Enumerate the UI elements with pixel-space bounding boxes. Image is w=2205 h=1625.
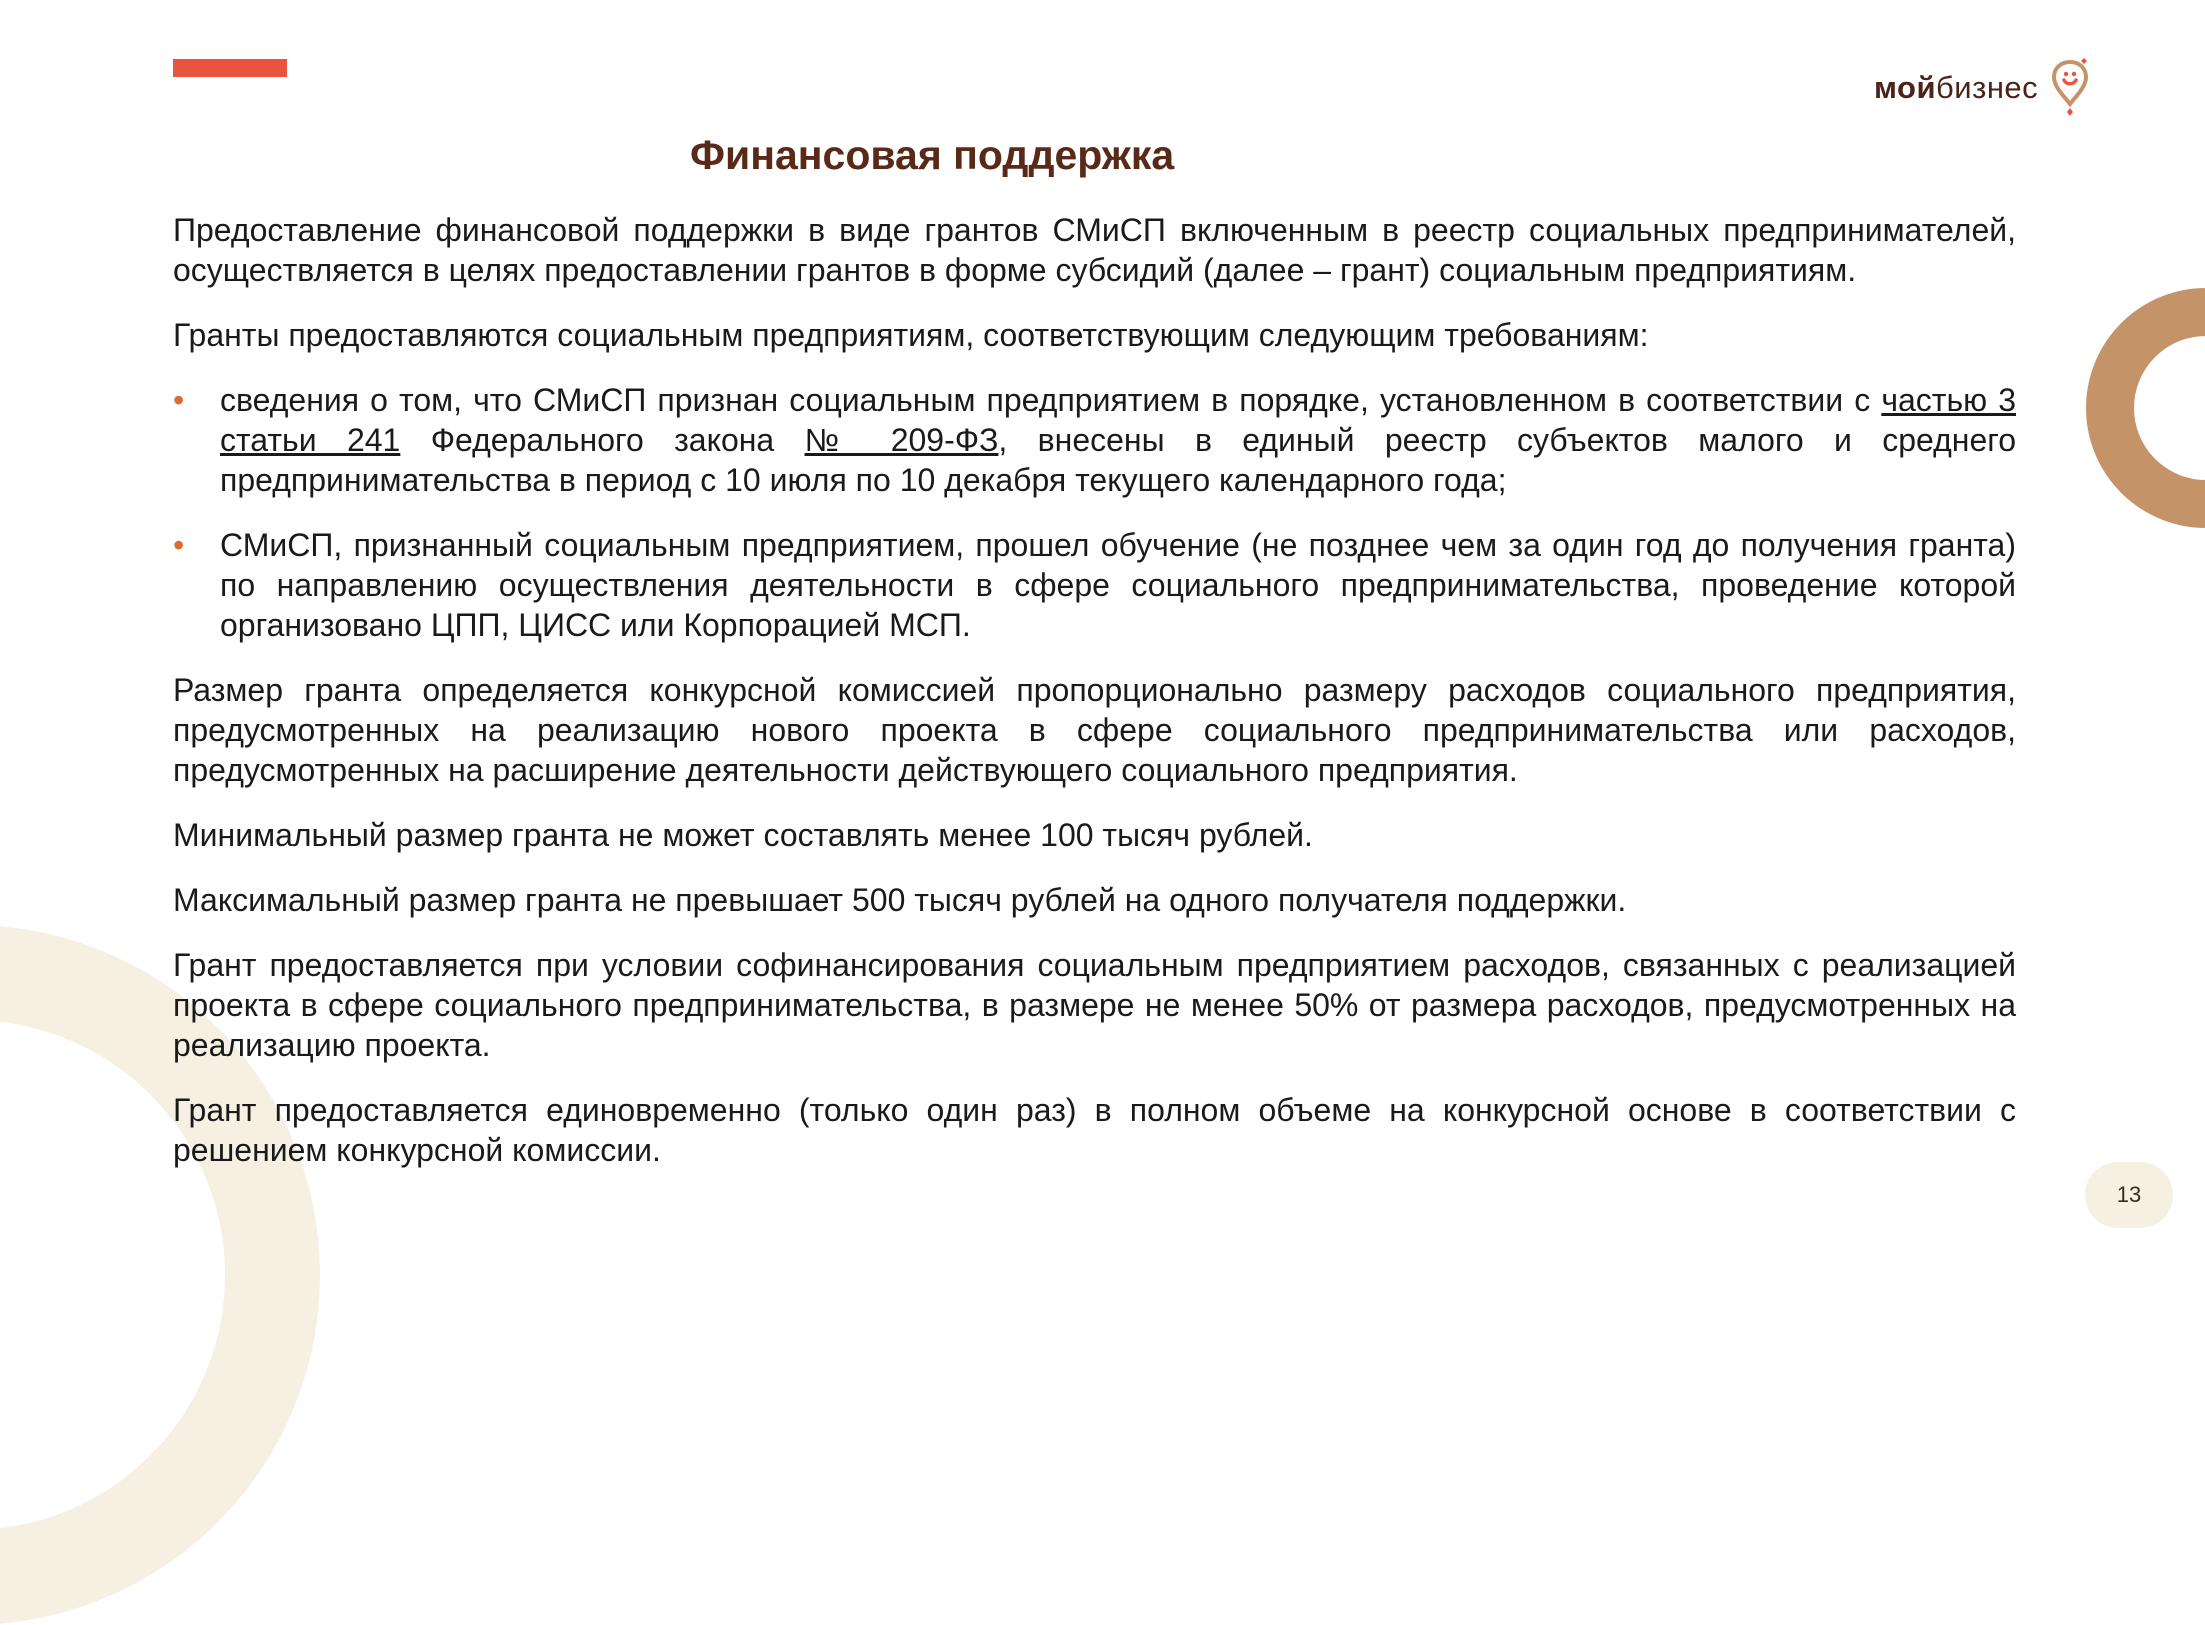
paragraph-max-grant: Максимальный размер гранта не превышает 500 тысяч рублей на одного получателя поддержки.: [173, 882, 1627, 918]
paragraph-cofinancing: Грант предоставляется при условии софинансирования социальным предприятием расходов, связанных с реализацией проекта в сфере социального предпринимательства, в размере не менее 50% от размера расходов, предусмотренных на реализацию проекта.: [173, 947, 2016, 1063]
page-title: Финансовая поддержка: [690, 132, 1175, 178]
paragraph-grant-size: Размер гранта определяется конкурсной комиссией пропорционально размеру расходов социального предприятия, предусмотренных на реализацию нового проекта в сфере социального предпринимательства или расходов, предусмотренных на расширение деятельности действующего социального предприятия.: [173, 672, 2016, 788]
paragraph-requirements: Гранты предоставляются социальным предприятиям, соответствующим следующим требованиям:: [173, 317, 1649, 353]
accent-bar: [173, 59, 287, 77]
page-number: 13: [2085, 1162, 2173, 1228]
list-item: [173, 525, 2016, 645]
logo-text: мойбизнес: [1874, 69, 2039, 105]
paragraph-min-grant: Минимальный размер гранта не может составлять менее 100 тысяч рублей.: [173, 817, 1313, 853]
paragraph-intro: Предоставление финансовой поддержки в виде грантов СМиСП включенным в реестр социальных предпринимателей, осуществляется в целях предоставлении грантов в форме субсидий (далее – грант) социальным предприятиям.: [173, 212, 2016, 288]
text: сведения о том, что СМиСП признан социальным предприятием в порядке, установленном в соответствии с: [220, 382, 1882, 418]
decorative-ring: [2086, 288, 2205, 528]
requirements-list: [173, 380, 2016, 645]
main-content: [173, 210, 2016, 1195]
federal-law-link[interactable]: № 209-ФЗ: [804, 422, 999, 458]
text: Федерального закона: [400, 422, 805, 458]
list-item: [173, 380, 2016, 500]
law-article-link[interactable]: частью 3 статьи 241: [220, 382, 2017, 458]
brand-logo: [1874, 56, 2090, 118]
bullet-dot-icon: •: [173, 527, 185, 563]
paragraph-one-time: Грант предоставляется единовременно (только один раз) в полном объеме на конкурсной основе в соответствии с решением конкурсной комиссии.: [173, 1092, 2016, 1168]
bullet-dot-icon: •: [173, 382, 185, 418]
text: СМиСП, признанный социальным предприятием, прошел обучение (не позднее чем за один год до получения гранта) по направлению осуществления деятельности в сфере социального предпринимательства, проведение которой организовано ЦПП, ЦИСС или Корпорацией МСП.: [220, 527, 2016, 643]
location-pin-icon: [2050, 56, 2090, 118]
text: , внесены в единый реестр субъектов малого и среднего предпринимательства в период с 10 июля по 10 декабря текущего календарного года;: [220, 422, 2017, 498]
